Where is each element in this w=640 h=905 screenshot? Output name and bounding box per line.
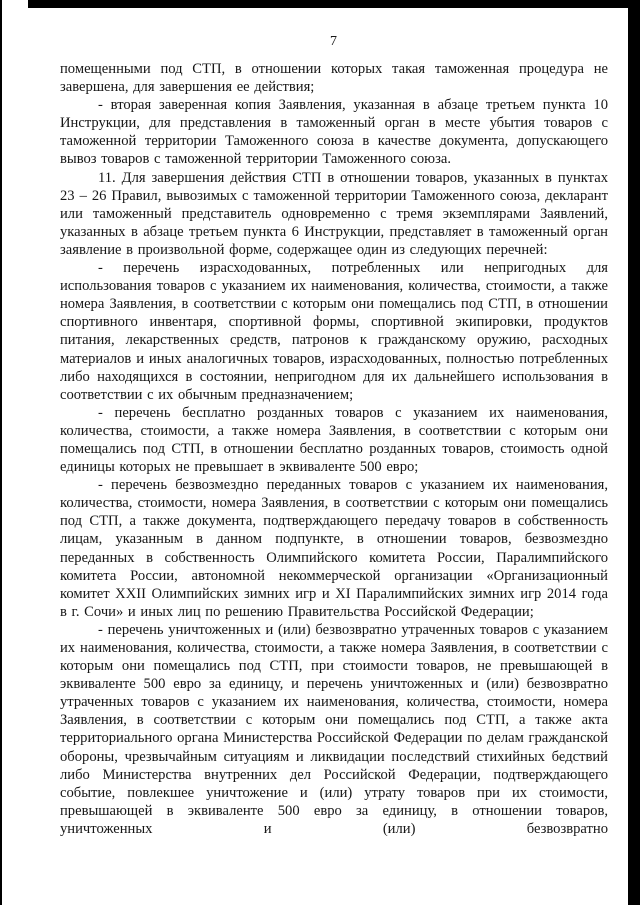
paragraph-list-item: - перечень безвозмездно переданных товаров с указанием их наименования, количества, стоимости, номера Заявления, в соответствии с которым они помещались под СТП, а также документа, подтверждающего передачу товаров в собственность лицам, указанным в данном подпункте, в отношении товаров, безвозмездно переданных в собственность Олимпийского комитета России, Паралимпийского комитета России, автономной некоммерческой организации «Организационный комитет XXII Олимпийских зимних игр и XI Паралимпийских зимних игр 2014 года в г. Сочи» и иных лиц по решению Правительства Российской Федерации; <box>60 477 608 620</box>
paragraph-list-item: - вторая заверенная копия Заявления, указанная в абзаце третьем пункта 10 Инструкции, для представления в таможенный орган в месте убытия товаров с таможенной территории Таможенного союза в качестве документа, допускающего вывоз товаров с таможенной территории Таможенного союза. <box>60 97 608 168</box>
paragraph-list-item: - перечень уничтоженных и (или) безвозвратно утраченных товаров с указанием их наименования, количества, стоимости, а также номера Заявления, в соответствии с которым они помещались под СТП, при стоимости товаров, не превышающей в эквиваленте 500 евро за единицу, и перечень уничтоженных и (или) безвозвратно утраченных товаров с указанием их наименования, количества, стоимости, номера Заявления, в соответствии с которым они помещались под СТП, а также акта территориального органа Министерства Российской Федерации по делам гражданской обороны, чрезвычайным ситуациям и ликвидации последствий стихийных бедствий либо Министерства внутренних дел Российской Федерации, подтверждающего событие, повлекшее уничтожение и (или) утрату товаров при их стоимости, превышающей в эквиваленте 500 евро за единицу, в отношении товаров, уничтоженных и (или) безвозвратно <box>60 621 608 837</box>
paragraph-list-item: - перечень бесплатно розданных товаров с указанием их наименования, количества, стоимости, а также номера Заявления, в соответствии с которым они помещались под СТП, в отношении бесплатно розданных товаров, стоимость одной единицы которых не превышает в эквиваленте 500 евро; <box>60 404 608 476</box>
scan-artifact-top-edge <box>28 0 640 8</box>
document-body <box>60 60 608 838</box>
page-number: 7 <box>330 34 338 49</box>
scan-artifact-left-edge <box>0 0 2 905</box>
paragraph-clause-11: 11. Для завершения действия СТП в отношении товаров, указанных в пунктах 23 – 26 Правил, вывозимых с таможенной территории Таможенного союза, декларант или таможенный представитель одновременно с тремя экземплярами Заявлений, указанных в абзаце третьем пункта 6 Инструкции, представляет в таможенный орган заявление в произвольной форме, содержащее один из следующих перечней: <box>60 169 608 258</box>
paragraph-list-item: - перечень израсходованных, потребленных или непригодных для использования товаров с указанием их наименования, количества, стоимости, а также номера Заявления, в соответствии с которым они помещались под СТП, в отношении спортивного инвентаря, спортивной формы, спортивной экипировки, продуктов питания, лекарственных средств, патронов к гражданскому оружию, расходных материалов и иных аналогичных товаров, израсходованных, полностью потребленных либо находящихся в состоянии, непригодном для их дальнейшего использования в соответствии с их обычным предназначением; <box>60 260 608 403</box>
paragraph-continuation: помещенными под СТП, в отношении которых такая таможенная процедура не завершена, для завершения ее действия; <box>60 61 608 96</box>
scan-artifact-right-edge <box>628 0 640 905</box>
